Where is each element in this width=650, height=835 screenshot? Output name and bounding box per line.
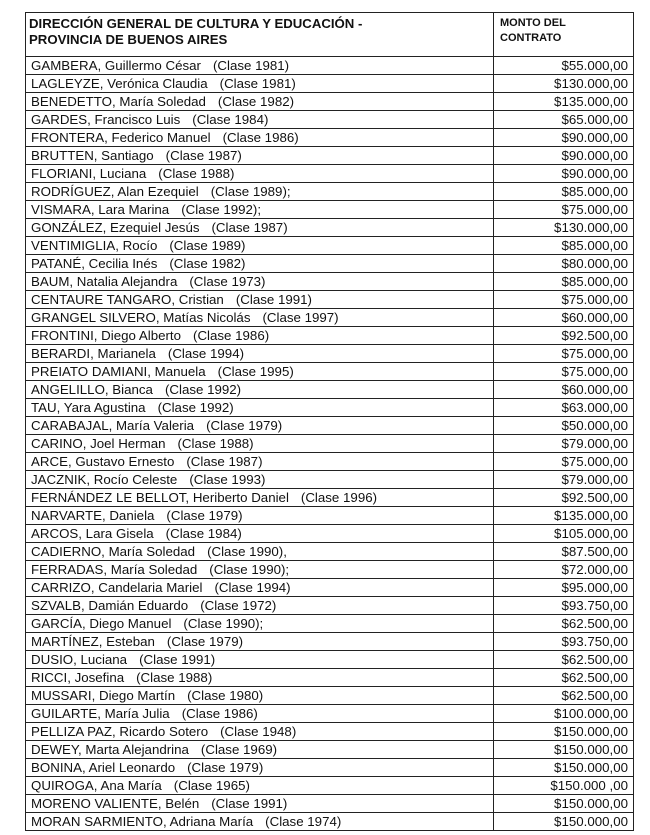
- contract-amount: $75.000,00: [494, 453, 634, 471]
- birth-class: (Clase 1990),: [207, 544, 287, 559]
- table-header-row: [26, 13, 634, 57]
- table-row: [26, 111, 634, 129]
- person-name: GARDES, Francisco Luis: [31, 112, 181, 127]
- person-cell: [26, 219, 494, 237]
- contract-amount: $62.500,00: [494, 687, 634, 705]
- table-row: [26, 813, 634, 831]
- contract-amount: $92.500,00: [494, 327, 634, 345]
- contract-amount: $90.000,00: [494, 165, 634, 183]
- contract-amount: $95.000,00: [494, 579, 634, 597]
- person-name: GARCÍA, Diego Manuel: [31, 616, 172, 631]
- person-cell: [26, 525, 494, 543]
- table-row: [26, 273, 634, 291]
- birth-class: (Clase 1981): [219, 76, 296, 91]
- person-cell: [26, 183, 494, 201]
- contract-amount: $150.000 ,00: [494, 777, 634, 795]
- contract-amount: $63.000,00: [494, 399, 634, 417]
- table-row: [26, 597, 634, 615]
- person-cell: [26, 129, 494, 147]
- birth-class: (Clase 1987): [211, 220, 288, 235]
- birth-class: (Clase 1992);: [181, 202, 262, 217]
- contract-amount: $150.000,00: [494, 813, 634, 831]
- person-name: BERARDI, Marianela: [31, 346, 156, 361]
- person-cell: [26, 273, 494, 291]
- person-cell: [26, 453, 494, 471]
- person-name: MARTÍNEZ, Esteban: [31, 634, 155, 649]
- person-name: GAMBERA, Guillermo César: [31, 58, 201, 73]
- birth-class: (Clase 1981): [212, 58, 290, 73]
- contract-amount: $50.000,00: [494, 417, 634, 435]
- birth-class: (Clase 1984): [165, 526, 242, 541]
- contract-amount: $85.000,00: [494, 237, 634, 255]
- table-row: [26, 489, 634, 507]
- person-name: FLORIANI, Luciana: [31, 166, 147, 181]
- person-name: DUSIO, Luciana: [31, 652, 128, 667]
- person-cell: [26, 813, 494, 831]
- person-name: CENTAURE TANGARO, Cristian: [31, 292, 224, 307]
- birth-class: (Clase 1986): [222, 130, 299, 145]
- birth-class: (Clase 1982): [217, 94, 295, 109]
- person-cell: [26, 759, 494, 777]
- person-name: BAUM, Natalia Alejandra: [31, 274, 178, 289]
- table-row: [26, 165, 634, 183]
- birth-class: (Clase 1991): [211, 796, 288, 811]
- table-row: [26, 561, 634, 579]
- table-row: [26, 255, 634, 273]
- person-cell: [26, 741, 494, 759]
- contract-amount: $90.000,00: [494, 129, 634, 147]
- person-name: VISMARA, Lara Marina: [31, 202, 170, 217]
- contract-amount: $135.000,00: [494, 507, 634, 525]
- birth-class: (Clase 1984): [192, 112, 269, 127]
- table-row: [26, 309, 634, 327]
- header-amount-line-2: CONTRATO: [500, 32, 562, 44]
- table-row: [26, 381, 634, 399]
- table-row: [26, 741, 634, 759]
- header-amount-line-1: MONTO DEL: [500, 17, 566, 29]
- birth-class: (Clase 1993): [189, 472, 266, 487]
- contract-amount: $75.000,00: [494, 291, 634, 309]
- table-row: [26, 147, 634, 165]
- birth-class: (Clase 1991): [235, 292, 312, 307]
- person-name: LAGLEYZE, Verónica Claudia: [31, 76, 208, 91]
- person-name: FERRADAS, María Soledad: [31, 562, 198, 577]
- table-row: [26, 219, 634, 237]
- birth-class: (Clase 1989);: [210, 184, 291, 199]
- birth-class: (Clase 1994): [167, 346, 245, 361]
- birth-class: (Clase 1995): [217, 364, 294, 379]
- contracts-table: [25, 12, 634, 831]
- contract-amount: $80.000,00: [494, 255, 634, 273]
- contract-amount: $60.000,00: [494, 309, 634, 327]
- contract-amount: $79.000,00: [494, 471, 634, 489]
- person-cell: [26, 489, 494, 507]
- birth-class: (Clase 1988): [158, 166, 235, 181]
- contract-amount: $55.000,00: [494, 57, 634, 75]
- table-row: [26, 669, 634, 687]
- birth-class: (Clase 1965): [173, 778, 250, 793]
- table-row: [26, 543, 634, 561]
- person-cell: [26, 615, 494, 633]
- person-cell: [26, 381, 494, 399]
- person-cell: [26, 633, 494, 651]
- birth-class: (Clase 1990);: [209, 562, 290, 577]
- person-name: CADIERNO, María Soledad: [31, 544, 196, 559]
- birth-class: (Clase 1974): [265, 814, 342, 829]
- person-cell: [26, 705, 494, 723]
- table-row: [26, 507, 634, 525]
- table-row: [26, 327, 634, 345]
- person-name: MORENO VALIENTE, Belén: [31, 796, 200, 811]
- table-row: [26, 363, 634, 381]
- contract-amount: $87.500,00: [494, 543, 634, 561]
- contract-amount: $75.000,00: [494, 363, 634, 381]
- contract-amount: $75.000,00: [494, 345, 634, 363]
- birth-class: (Clase 1979): [166, 634, 244, 649]
- birth-class: (Clase 1979): [206, 418, 283, 433]
- person-cell: [26, 435, 494, 453]
- person-name: CARABAJAL, María Valeria: [31, 418, 195, 433]
- birth-class: (Clase 1991): [139, 652, 216, 667]
- table-row: [26, 777, 634, 795]
- header-title: [26, 13, 494, 57]
- table-row: [26, 201, 634, 219]
- person-cell: [26, 777, 494, 795]
- contract-amount: $85.000,00: [494, 273, 634, 291]
- table-row: [26, 633, 634, 651]
- contract-amount: $85.000,00: [494, 183, 634, 201]
- table-row: [26, 57, 634, 75]
- birth-class: (Clase 1972): [200, 598, 277, 613]
- person-name: GRANGEL SILVERO, Matías Nicolás: [31, 310, 251, 325]
- birth-class: (Clase 1992): [164, 382, 242, 397]
- person-cell: [26, 399, 494, 417]
- table-row: [26, 795, 634, 813]
- person-name: MORAN SARMIENTO, Adriana María: [31, 814, 254, 829]
- birth-class: (Clase 1973): [189, 274, 266, 289]
- birth-class: (Clase 1996): [300, 490, 378, 505]
- birth-class: (Clase 1979): [187, 760, 264, 775]
- person-name: BONINA, Ariel Leonardo: [31, 760, 176, 775]
- person-cell: [26, 309, 494, 327]
- person-name: CARRIZO, Candelaria Mariel: [31, 580, 203, 595]
- person-name: SZVALB, Damián Eduardo: [31, 598, 189, 613]
- table-row: [26, 687, 634, 705]
- contract-amount: $62.500,00: [494, 651, 634, 669]
- birth-class: (Clase 1997): [262, 310, 339, 325]
- birth-class: (Clase 1988): [177, 436, 254, 451]
- contract-amount: $135.000,00: [494, 93, 634, 111]
- contract-amount: $93.750,00: [494, 633, 634, 651]
- contract-amount: $79.000,00: [494, 435, 634, 453]
- contract-amount: $90.000,00: [494, 147, 634, 165]
- person-cell: [26, 255, 494, 273]
- person-cell: [26, 471, 494, 489]
- birth-class: (Clase 1986): [193, 328, 270, 343]
- person-name: RODRÍGUEZ, Alan Ezequiel: [31, 184, 199, 199]
- table-row: [26, 129, 634, 147]
- contract-amount: $72.000,00: [494, 561, 634, 579]
- person-cell: [26, 795, 494, 813]
- header-title-line-1: DIRECCIÓN GENERAL DE CULTURA Y EDUCACIÓN -: [29, 16, 363, 31]
- person-name: PATANÉ, Cecilia Inés: [31, 256, 158, 271]
- contract-amount: $150.000,00: [494, 795, 634, 813]
- person-name: GONZÁLEZ, Ezequiel Jesús: [31, 220, 200, 235]
- birth-class: (Clase 1979): [166, 508, 243, 523]
- table-row: [26, 651, 634, 669]
- person-cell: [26, 363, 494, 381]
- table-row: [26, 345, 634, 363]
- person-cell: [26, 579, 494, 597]
- contract-amount: $100.000,00: [494, 705, 634, 723]
- contract-amount: $150.000,00: [494, 759, 634, 777]
- person-name: DEWEY, Marta Alejandrina: [31, 742, 189, 757]
- person-cell: [26, 201, 494, 219]
- contract-amount: $65.000,00: [494, 111, 634, 129]
- person-cell: [26, 651, 494, 669]
- person-cell: [26, 111, 494, 129]
- birth-class: (Clase 1986): [181, 706, 258, 721]
- person-cell: [26, 75, 494, 93]
- person-name: ARCOS, Lara Gisela: [31, 526, 154, 541]
- table-row: [26, 417, 634, 435]
- header-title-line-2: PROVINCIA DE BUENOS AIRES: [29, 32, 228, 47]
- contract-amount: $75.000,00: [494, 201, 634, 219]
- person-name: FRONTERA, Federico Manuel: [31, 130, 211, 145]
- person-cell: [26, 327, 494, 345]
- person-name: GUILARTE, María Julia: [31, 706, 170, 721]
- contract-amount: $150.000,00: [494, 741, 634, 759]
- person-cell: [26, 669, 494, 687]
- table-row: [26, 759, 634, 777]
- person-cell: [26, 561, 494, 579]
- birth-class: (Clase 1980): [187, 688, 264, 703]
- person-cell: [26, 147, 494, 165]
- table-row: [26, 471, 634, 489]
- table-row: [26, 453, 634, 471]
- birth-class: (Clase 1987): [165, 148, 242, 163]
- person-name: PELLIZA PAZ, Ricardo Sotero: [31, 724, 209, 739]
- person-name: RICCI, Josefina: [31, 670, 125, 685]
- person-name: BRUTTEN, Santiago: [31, 148, 154, 163]
- table-row: [26, 615, 634, 633]
- table-row: [26, 435, 634, 453]
- table-row: [26, 723, 634, 741]
- person-name: MUSSARI, Diego Martín: [31, 688, 176, 703]
- contract-amount: $60.000,00: [494, 381, 634, 399]
- person-name: BENEDETTO, María Soledad: [31, 94, 206, 109]
- birth-class: (Clase 1982): [169, 256, 246, 271]
- table-row: [26, 525, 634, 543]
- contract-amount: $93.750,00: [494, 597, 634, 615]
- table-row: [26, 183, 634, 201]
- contract-amount: $62.500,00: [494, 669, 634, 687]
- table-row: [26, 705, 634, 723]
- person-cell: [26, 237, 494, 255]
- person-cell: [26, 543, 494, 561]
- person-name: CARINO, Joel Herman: [31, 436, 166, 451]
- person-cell: [26, 93, 494, 111]
- birth-class: (Clase 1989): [169, 238, 246, 253]
- person-name: JACZNIK, Rocío Celeste: [31, 472, 178, 487]
- person-cell: [26, 165, 494, 183]
- person-name: FRONTINI, Diego Alberto: [31, 328, 182, 343]
- table-row: [26, 579, 634, 597]
- birth-class: (Clase 1990);: [183, 616, 264, 631]
- table-row: [26, 75, 634, 93]
- person-name: QUIROGA, Ana María: [31, 778, 162, 793]
- person-name: ARCE, Gustavo Ernesto: [31, 454, 175, 469]
- birth-class: (Clase 1987): [186, 454, 263, 469]
- person-cell: [26, 57, 494, 75]
- person-cell: [26, 345, 494, 363]
- header-amount: [494, 13, 634, 57]
- contract-amount: $130.000,00: [494, 219, 634, 237]
- table-row: [26, 291, 634, 309]
- person-cell: [26, 507, 494, 525]
- person-name: NARVARTE, Daniela: [31, 508, 155, 523]
- table-row: [26, 237, 634, 255]
- person-name: VENTIMIGLIA, Rocío: [31, 238, 158, 253]
- table-body: [26, 57, 634, 831]
- contract-amount: $150.000,00: [494, 723, 634, 741]
- person-cell: [26, 417, 494, 435]
- contract-amount: $130.000,00: [494, 75, 634, 93]
- birth-class: (Clase 1969): [200, 742, 278, 757]
- person-cell: [26, 597, 494, 615]
- contract-amount: $105.000,00: [494, 525, 634, 543]
- person-cell: [26, 723, 494, 741]
- person-name: PREIATO DAMIANI, Manuela: [31, 364, 206, 379]
- person-name: FERNÁNDEZ LE BELLOT, Heriberto Daniel: [31, 490, 289, 505]
- person-cell: [26, 291, 494, 309]
- birth-class: (Clase 1992): [157, 400, 234, 415]
- birth-class: (Clase 1994): [214, 580, 291, 595]
- person-name: TAU, Yara Agustina: [31, 400, 146, 415]
- birth-class: (Clase 1988): [136, 670, 213, 685]
- table-row: [26, 93, 634, 111]
- birth-class: (Clase 1948): [220, 724, 297, 739]
- person-cell: [26, 687, 494, 705]
- person-name: ANGELILLO, Bianca: [31, 382, 153, 397]
- contract-amount: $62.500,00: [494, 615, 634, 633]
- table-row: [26, 399, 634, 417]
- contract-amount: $92.500,00: [494, 489, 634, 507]
